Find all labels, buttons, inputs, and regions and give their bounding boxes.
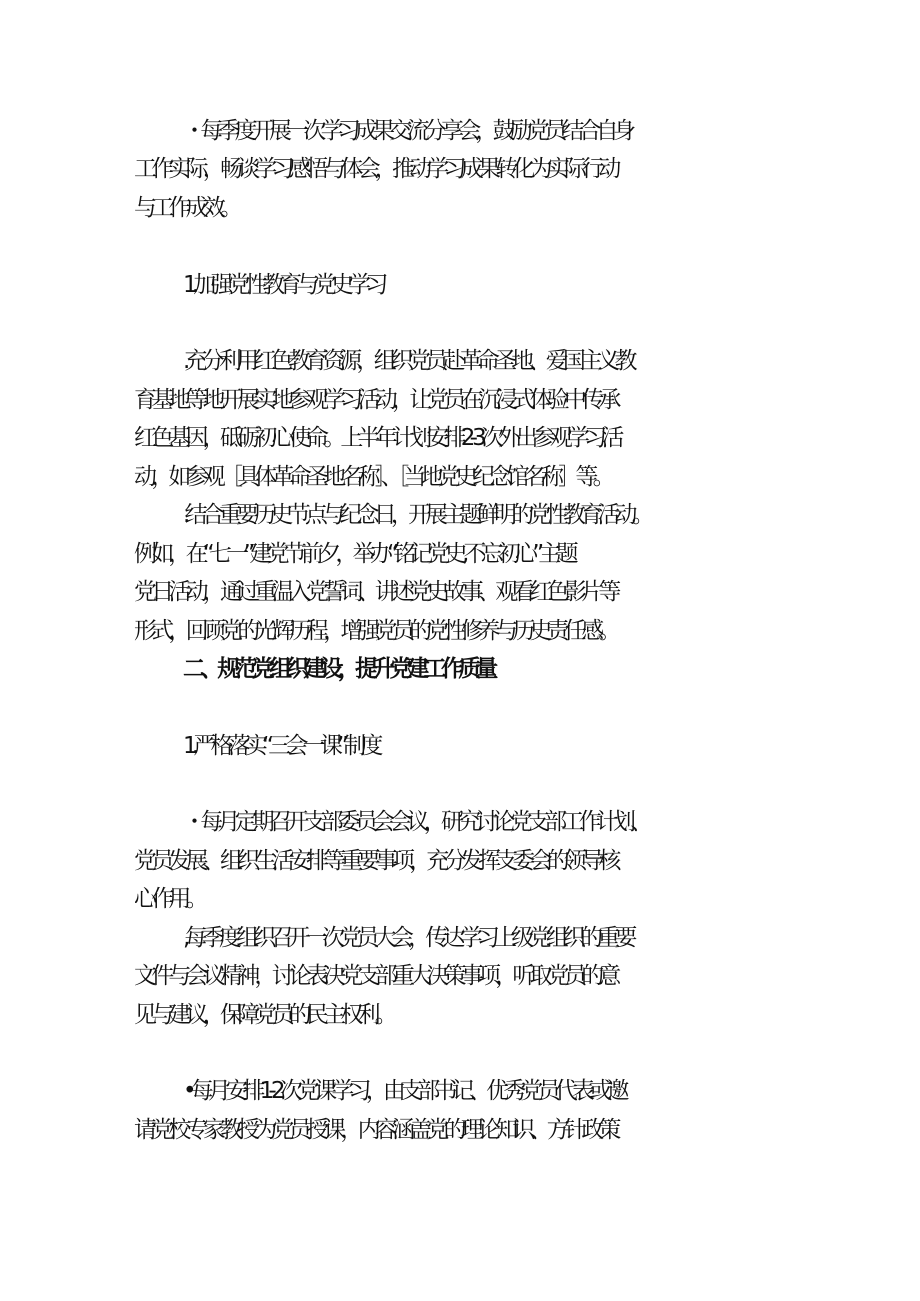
paragraph-line: 见与建议，保障党员的民主权利。 bbox=[134, 1002, 393, 1028]
paragraph-line: •每月安排1-2次党课学习，由支部书记、优秀党员代表或邀 bbox=[183, 1078, 624, 1104]
paragraph-line: 形式，回顾党的光辉历程，增强党员的党性修养与历史责任感。 bbox=[134, 618, 616, 644]
paragraph-line: ・每季度开展一次学习成果交流分享会，鼓励党员结合自身 bbox=[183, 118, 631, 144]
section-heading: 1.加强党性教育与党史学习 bbox=[183, 272, 383, 298]
paragraph-line: 育基地等地开展实地参观学习活动，让党员在沉浸式体验中传承 bbox=[134, 387, 616, 413]
paragraph-line: 与工作成效。 bbox=[134, 195, 238, 221]
paragraph-line: 请党校专家教授为党员授课，内容涵盖党的理论知识、方针政策 bbox=[134, 1117, 616, 1143]
paragraph-line: 心作用。 bbox=[134, 886, 203, 912]
paragraph-line: 文件与会议精神，讨论表决党支部重大决策事项，听取党员的意 bbox=[134, 963, 616, 989]
paragraph-line: 例如，在“七一”建党节前夕，举办“铭记党史,不忘初心”主题 bbox=[134, 541, 573, 567]
paragraph-line: .充分利用红色教育资源，组织党员赴革命圣地、爱国主义教 bbox=[183, 348, 632, 374]
paragraph-line: 工作实际，畅谈学习感悟与体会，推动学习成果转化为实际行动 bbox=[134, 156, 616, 182]
paragraph-line: ・每月定期召开支部委员会会议，研究讨论党支部工作计划、 bbox=[183, 809, 648, 835]
paragraph-line: 动，如参观［具体革命圣地名称］、［当地党史纪念馆名称］等。 bbox=[134, 464, 610, 490]
paragraph-line: 党日活动，通过重温入党誓词、讲述党史故事、观看红色影片等 bbox=[134, 579, 616, 605]
paragraph-line: ,每季度组织召开一次党员大会，传达学习上级党组织的重要 bbox=[183, 925, 632, 951]
paragraph-line: .结合重要历史节点与纪念日，开展主题鲜明的党性教育活动。 bbox=[183, 502, 649, 528]
paragraph-line: 党员发展、组织生活安排等重要事项，充分发挥支委会的领导核 bbox=[134, 848, 616, 874]
paragraph-line: 红色基因，砥砺初心使命。上半年计划安排2-3次外出参观学习活 bbox=[134, 425, 619, 451]
section-heading: 1.严格落实“三会一课”制度 bbox=[183, 733, 378, 759]
chapter-heading: 二、规范党组织建设，提升党建工作质量 bbox=[183, 656, 493, 682]
